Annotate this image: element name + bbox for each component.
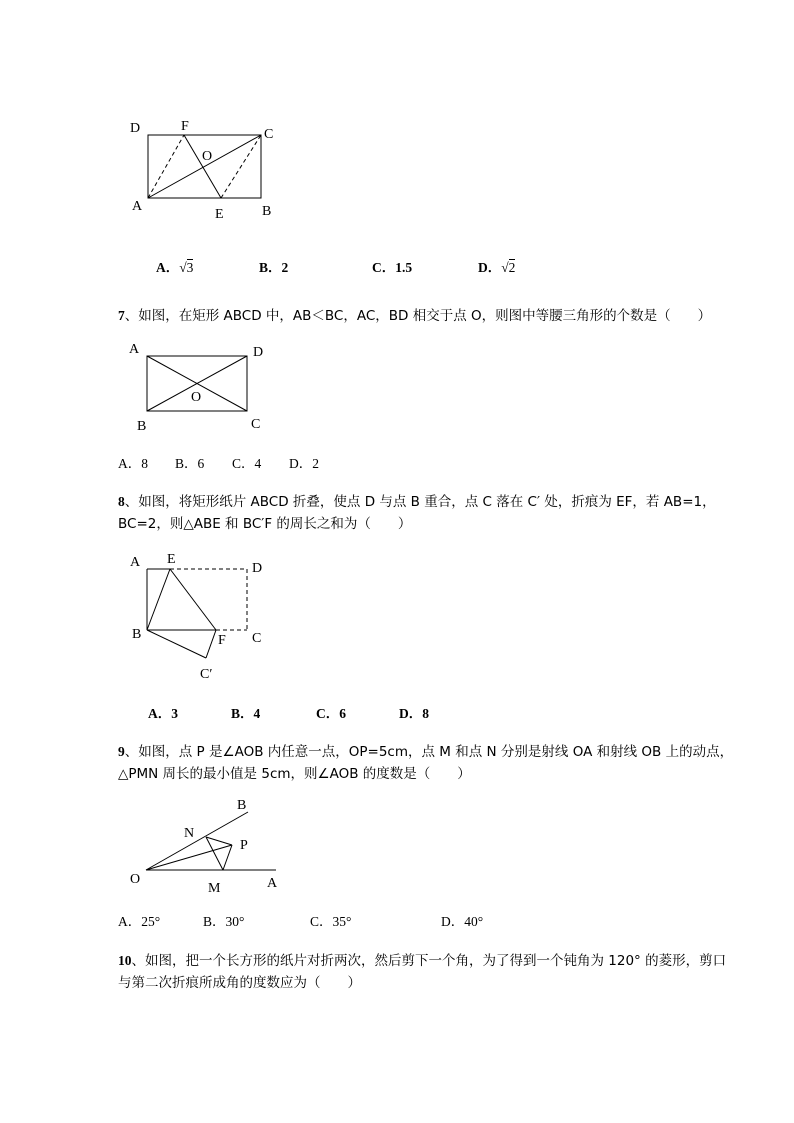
label-c: C bbox=[264, 127, 274, 142]
label-c: C bbox=[252, 631, 262, 646]
question-number: 9 bbox=[118, 744, 125, 759]
q9-option-b: B．30° bbox=[203, 914, 245, 929]
q7-option-b: B．6 bbox=[175, 456, 205, 471]
question-text: 、如图，在矩形 ABCD 中，AB＜BC，AC，BD 相交于点 O，则图中等腰三角形的个数是（ ） bbox=[124, 308, 712, 324]
figure-q8 bbox=[120, 548, 280, 688]
question-text: 、如图，将矩形纸片 ABCD 折叠，使点 D 与点 B 重合，点 C 落在 C′ 处，折痕为 EF，若 AB=1，BC=2，则△ABE 和 BC′F 的周长之和为（ ） bbox=[118, 494, 716, 532]
label-n: N bbox=[184, 826, 195, 841]
question-number: 8 bbox=[118, 494, 125, 509]
label-o: O bbox=[202, 149, 213, 164]
question-10 bbox=[118, 950, 738, 994]
figure-q9 bbox=[120, 792, 290, 900]
q9-option-d: D．40° bbox=[441, 914, 484, 929]
q7-option-c: C．4 bbox=[232, 456, 262, 471]
figure-q6 bbox=[120, 110, 290, 225]
label-e: E bbox=[167, 552, 176, 567]
fold-ef bbox=[170, 569, 216, 630]
label-b: B bbox=[262, 204, 272, 219]
label-c-prime: C′ bbox=[200, 667, 213, 682]
q9-option-a: A．25° bbox=[118, 914, 161, 929]
label-c: C bbox=[251, 417, 261, 432]
segment-be bbox=[147, 569, 170, 630]
diagonal-ac bbox=[148, 135, 261, 198]
question-9 bbox=[118, 741, 738, 785]
label-d: D bbox=[253, 345, 264, 360]
q6-option-c: C．1.5 bbox=[372, 260, 413, 275]
segment-c-prime-f bbox=[206, 630, 216, 658]
q7-option-d: D．2 bbox=[289, 456, 319, 471]
segment-fe bbox=[184, 135, 221, 198]
question-7 bbox=[118, 305, 738, 327]
label-b: B bbox=[237, 798, 247, 813]
q8-option-b: B．4 bbox=[231, 706, 261, 721]
label-a: A bbox=[130, 555, 141, 570]
q8-option-d: D．8 bbox=[399, 706, 429, 721]
segment-af-dashed bbox=[148, 135, 184, 198]
label-b: B bbox=[132, 627, 142, 642]
question-text: 、如图，把一个长方形的纸片对折两次，然后剪下一个角，为了得到一个钝角为 120° 的菱形，剪口与第二次折痕所成角的度数应为（ ） bbox=[118, 953, 727, 991]
question-number: 10 bbox=[118, 953, 132, 968]
q6-option-a: A．√3 bbox=[156, 260, 194, 275]
label-a: A bbox=[132, 199, 143, 214]
question-text: 、如图，点 P 是∠AOB 内任意一点，OP=5cm，点 M 和点 N 分别是射线 OA 和射线 OB 上的动点，△PMN 周长的最小值是 5cm，则∠AOB 的度数是（ ） bbox=[118, 744, 734, 782]
label-m: M bbox=[208, 881, 221, 896]
q7-option-a: A．8 bbox=[118, 456, 148, 471]
label-d: D bbox=[252, 561, 263, 576]
label-p: P bbox=[240, 838, 248, 853]
label-o: O bbox=[130, 872, 141, 887]
q8-option-a: A．3 bbox=[148, 706, 178, 721]
segment-bc-prime bbox=[147, 630, 206, 658]
figure-q7 bbox=[120, 338, 280, 438]
q6-option-b: B．2 bbox=[259, 260, 289, 275]
segment-ec-dashed bbox=[221, 135, 261, 198]
label-o: O bbox=[191, 390, 202, 405]
label-b: B bbox=[137, 419, 147, 434]
label-f: F bbox=[181, 119, 189, 134]
segment-pm bbox=[223, 845, 232, 870]
label-e: E bbox=[215, 207, 224, 222]
ray-ob bbox=[146, 812, 248, 870]
segment-op bbox=[146, 845, 232, 870]
label-d: D bbox=[130, 121, 141, 136]
q9-option-c: C．35° bbox=[310, 914, 352, 929]
label-f: F bbox=[218, 633, 226, 648]
q6-option-d: D．√2 bbox=[478, 260, 516, 275]
question-number: 7 bbox=[118, 308, 125, 323]
question-8 bbox=[118, 491, 738, 535]
label-a: A bbox=[267, 876, 278, 891]
q8-option-c: C．6 bbox=[316, 706, 346, 721]
label-a: A bbox=[129, 342, 140, 357]
